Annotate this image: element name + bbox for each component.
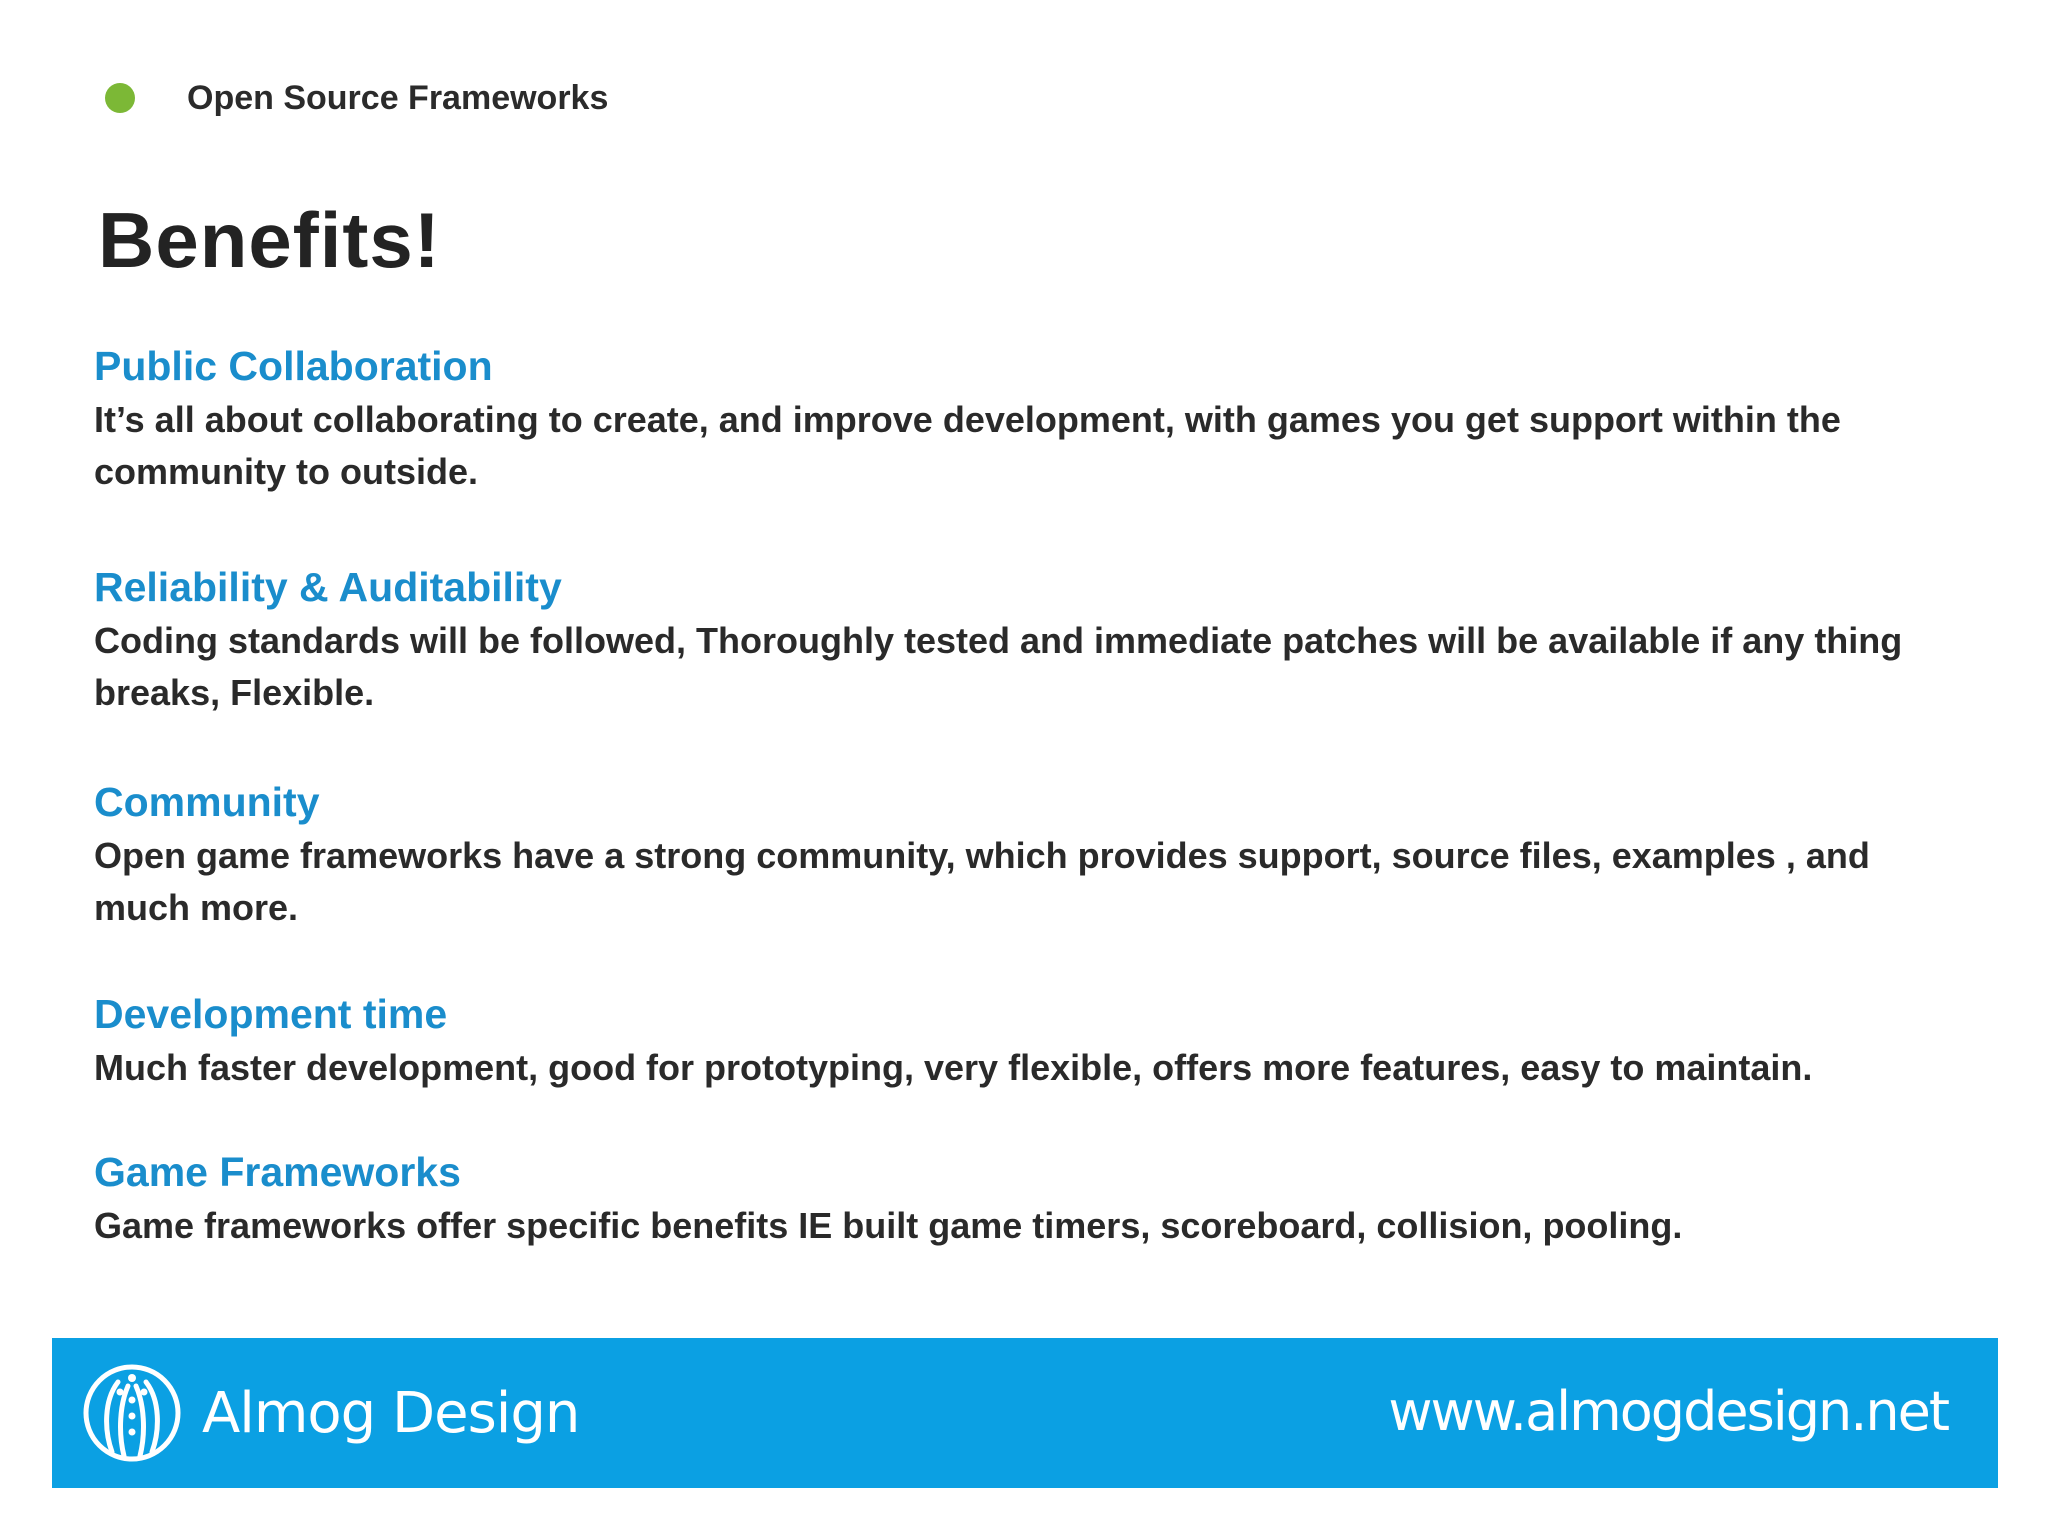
benefit-item-public-collaboration (94, 338, 1974, 498)
benefit-heading: Community (94, 779, 320, 825)
benefit-heading: Reliability & Auditability (94, 564, 562, 610)
benefit-text: Much faster development, good for prototyping, very flexible, offers more features, easy to maintain. (94, 1047, 1813, 1088)
section-label: Open Source Frameworks (187, 78, 609, 117)
benefit-item-community (94, 774, 1974, 934)
benefit-heading: Public Collaboration (94, 343, 493, 389)
benefit-text: It’s all about collaborating to create, and improve development, with games you get support within the community to outside. (94, 399, 1841, 492)
brand-name: Almog Design (202, 1380, 580, 1446)
benefit-heading: Development time (94, 991, 448, 1037)
section-header (105, 70, 608, 126)
almog-design-logo-icon (82, 1360, 182, 1466)
page-title: Benefits! (98, 196, 441, 284)
bullet-dot-icon (105, 83, 135, 113)
benefit-text: Open game frameworks have a strong community, which provides support, source files, examples , and much more. (94, 835, 1870, 928)
benefit-text: Game frameworks offer specific benefits IE built game timers, scoreboard, collision, pooling. (94, 1205, 1683, 1246)
benefit-item-development-time (94, 986, 1974, 1094)
benefit-item-game-frameworks (94, 1144, 1974, 1252)
footer-banner (52, 1338, 1998, 1488)
benefit-item-reliability-auditability (94, 559, 1974, 719)
benefit-text: Coding standards will be followed, Thoroughly tested and immediate patches will be available if any thing breaks, Flexible. (94, 620, 1903, 713)
brand-logo (82, 1360, 579, 1466)
benefit-heading: Game Frameworks (94, 1149, 461, 1195)
website-link[interactable]: www.almogdesign.net (1388, 1380, 1948, 1443)
